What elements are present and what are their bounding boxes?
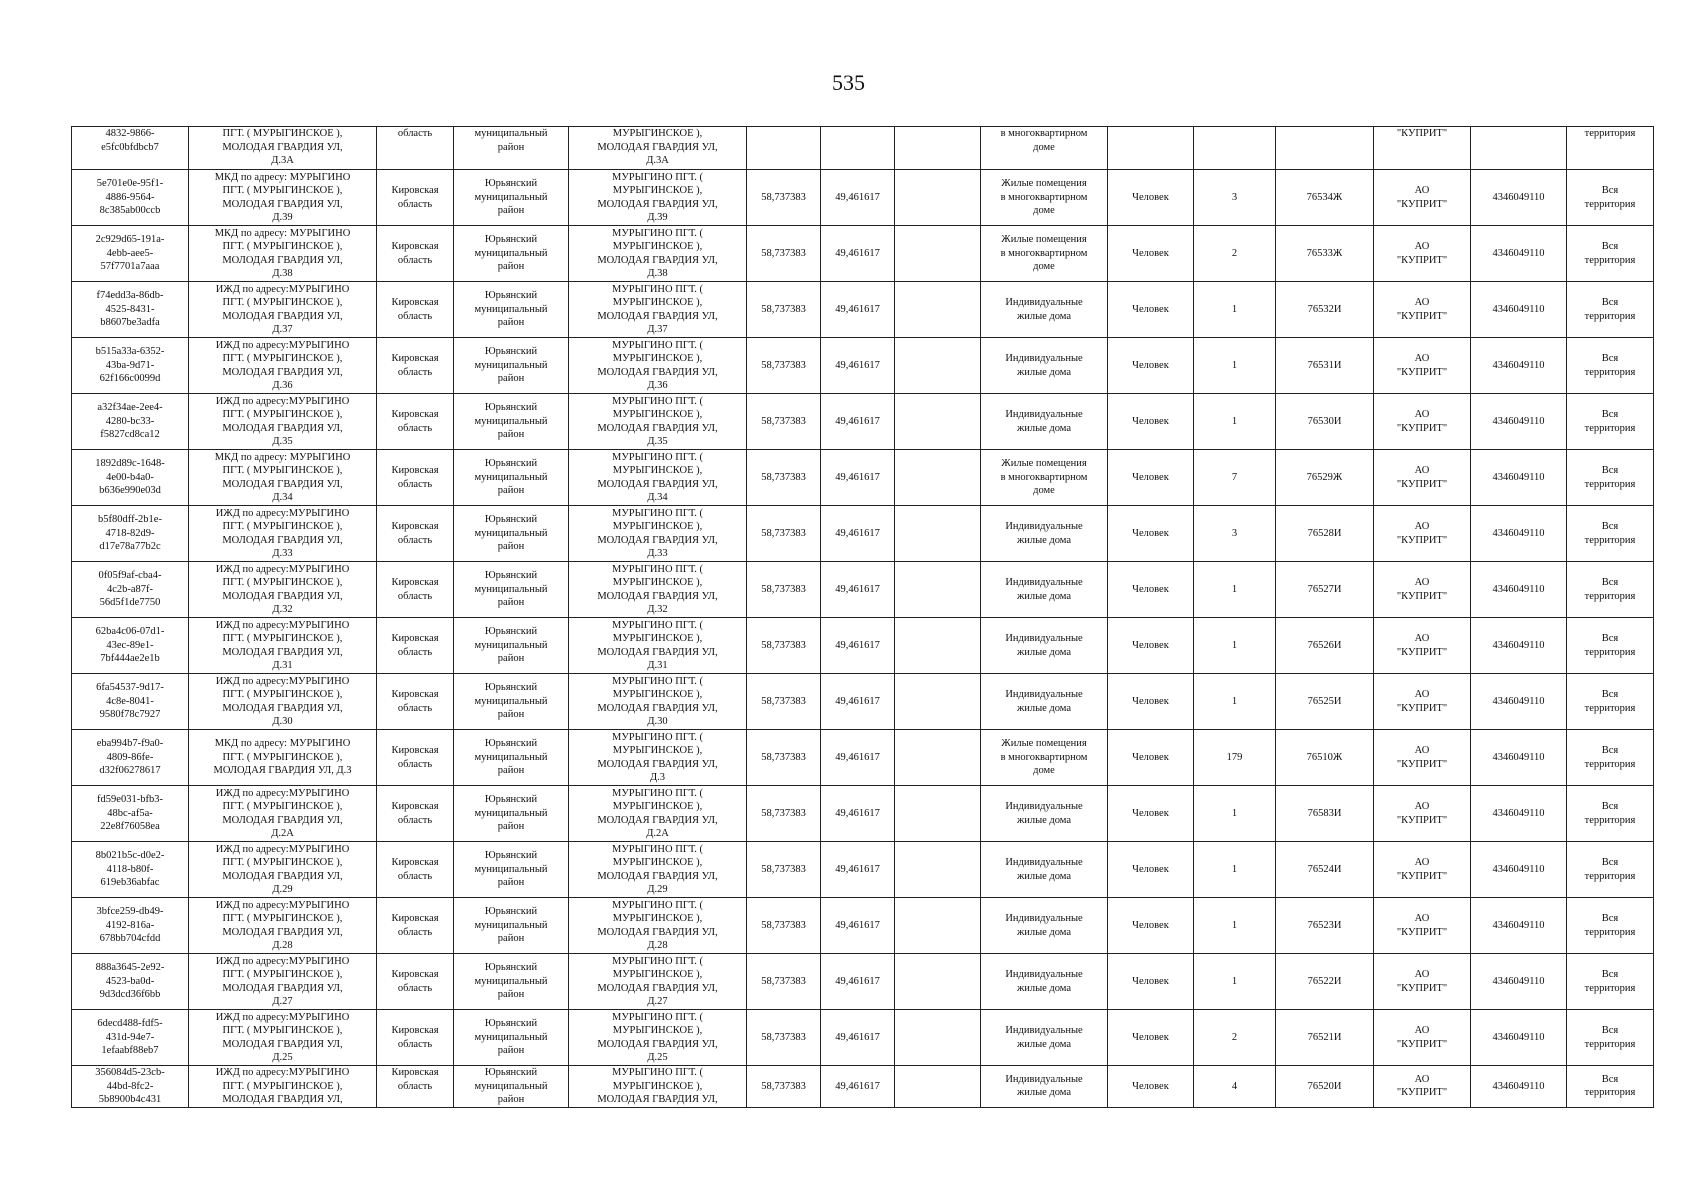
territory-cell: Вся территория bbox=[1567, 226, 1654, 282]
inn-cell: 4346049110 bbox=[1471, 898, 1567, 954]
object-name-cell: ИЖД по адресу:МУРЫГИНО ПГТ. ( МУРЫГИНСКОЕ ), МОЛОДАЯ ГВАРДИЯ УЛ, Д.36 bbox=[189, 338, 377, 394]
dwelling-type-cell: Жилые помещения в многоквартирном доме bbox=[981, 170, 1108, 226]
empty-cell bbox=[895, 1010, 981, 1066]
code-cell: 76522И bbox=[1276, 954, 1374, 1010]
unit-cell: Человек bbox=[1108, 338, 1194, 394]
region-cell: Кировская область bbox=[377, 226, 454, 282]
dwelling-type-cell: Индивидуальные жилые дома bbox=[981, 786, 1108, 842]
code-cell: 76527И bbox=[1276, 562, 1374, 618]
inn-cell: 4346049110 bbox=[1471, 954, 1567, 1010]
inn-cell: 4346049110 bbox=[1471, 562, 1567, 618]
latitude-cell: 58,737383 bbox=[747, 898, 821, 954]
unit-cell: Человек bbox=[1108, 842, 1194, 898]
object-id-cell: 6decd488-fdf5- 431d-94e7- 1efaabf88eb7 bbox=[72, 1010, 189, 1066]
inn-cell: 4346049110 bbox=[1471, 282, 1567, 338]
table-row bbox=[72, 730, 1654, 786]
count-cell: 1 bbox=[1194, 898, 1276, 954]
territory-cell: Вся территория bbox=[1567, 674, 1654, 730]
inn-cell: 4346049110 bbox=[1471, 1010, 1567, 1066]
address-cell: МУРЫГИНО ПГТ. ( МУРЫГИНСКОЕ ), МОЛОДАЯ ГВАРДИЯ УЛ, Д.32 bbox=[569, 562, 747, 618]
unit-cell: Человек bbox=[1108, 674, 1194, 730]
code-cell: 76524И bbox=[1276, 842, 1374, 898]
address-cell: МУРЫГИНО ПГТ. ( МУРЫГИНСКОЕ ), МОЛОДАЯ ГВАРДИЯ УЛ, Д.35 bbox=[569, 394, 747, 450]
longitude-cell: 49,461617 bbox=[821, 282, 895, 338]
region-cell: Кировская область bbox=[377, 618, 454, 674]
object-name-cell: МКД по адресу: МУРЫГИНО ПГТ. ( МУРЫГИНСКОЕ ), МОЛОДАЯ ГВАРДИЯ УЛ, Д.39 bbox=[189, 170, 377, 226]
unit-cell: Человек bbox=[1108, 282, 1194, 338]
dwelling-type-cell: Жилые помещения в многоквартирном доме bbox=[981, 730, 1108, 786]
district-cell: Юрьянский муниципальный район bbox=[454, 226, 569, 282]
empty-cell bbox=[895, 1066, 981, 1108]
object-id-cell: 62ba4c06-07d1- 43ec-89e1- 7bf444ae2e1b bbox=[72, 618, 189, 674]
inn-cell: 4346049110 bbox=[1471, 170, 1567, 226]
code-cell: 76532И bbox=[1276, 282, 1374, 338]
latitude-cell: 58,737383 bbox=[747, 730, 821, 786]
territory-cell: Вся территория bbox=[1567, 450, 1654, 506]
region-cell: Кировская область bbox=[377, 674, 454, 730]
organization-cell: АО "КУПРИТ" bbox=[1374, 562, 1471, 618]
address-cell: МУРЫГИНО ПГТ. ( МУРЫГИНСКОЕ ), МОЛОДАЯ ГВАРДИЯ УЛ, Д.37 bbox=[569, 282, 747, 338]
code-cell: 76521И bbox=[1276, 1010, 1374, 1066]
count-cell: 2 bbox=[1194, 226, 1276, 282]
table-row bbox=[72, 562, 1654, 618]
empty-cell bbox=[895, 618, 981, 674]
district-cell: Юрьянский муниципальный район bbox=[454, 674, 569, 730]
longitude-cell: 49,461617 bbox=[821, 674, 895, 730]
dwelling-type-cell: Индивидуальные жилые дома bbox=[981, 898, 1108, 954]
territory-cell: Вся территория bbox=[1567, 730, 1654, 786]
inn-cell: 4346049110 bbox=[1471, 1066, 1567, 1108]
unit-cell: Человек bbox=[1108, 562, 1194, 618]
latitude-cell: 58,737383 bbox=[747, 618, 821, 674]
object-name-cell: ИЖД по адресу:МУРЫГИНО ПГТ. ( МУРЫГИНСКОЕ ), МОЛОДАЯ ГВАРДИЯ УЛ, Д.2А bbox=[189, 786, 377, 842]
empty-cell bbox=[895, 786, 981, 842]
table-row bbox=[72, 786, 1654, 842]
address-cell: МУРЫГИНО ПГТ. ( МУРЫГИНСКОЕ ), МОЛОДАЯ ГВАРДИЯ УЛ, Д.31 bbox=[569, 618, 747, 674]
unit-cell: Человек bbox=[1108, 394, 1194, 450]
address-cell: МУРЫГИНО ПГТ. ( МУРЫГИНСКОЕ ), МОЛОДАЯ ГВАРДИЯ УЛ, Д.27 bbox=[569, 954, 747, 1010]
object-id-cell: 888a3645-2e92- 4523-ba0d- 9d3dcd36f6bb bbox=[72, 954, 189, 1010]
territory-cell: Вся территория bbox=[1567, 898, 1654, 954]
territory-cell: Вся территория bbox=[1567, 562, 1654, 618]
address-cell: МУРЫГИНО ПГТ. ( МУРЫГИНСКОЕ ), МОЛОДАЯ ГВАРДИЯ УЛ, Д.3 bbox=[569, 730, 747, 786]
longitude-cell: 49,461617 bbox=[821, 730, 895, 786]
count-cell: 3 bbox=[1194, 506, 1276, 562]
latitude-cell: 58,737383 bbox=[747, 1066, 821, 1108]
region-cell: Кировская область bbox=[377, 450, 454, 506]
longitude-cell: 49,461617 bbox=[821, 394, 895, 450]
longitude-cell: 49,461617 bbox=[821, 338, 895, 394]
organization-cell: АО "КУПРИТ" bbox=[1374, 842, 1471, 898]
table-row bbox=[72, 898, 1654, 954]
district-cell: муниципальный район bbox=[454, 127, 569, 170]
region-cell: Кировская область bbox=[377, 394, 454, 450]
empty-cell bbox=[895, 730, 981, 786]
latitude-cell: 58,737383 bbox=[747, 562, 821, 618]
code-cell bbox=[1276, 127, 1374, 170]
organization-cell: АО "КУПРИТ" bbox=[1374, 954, 1471, 1010]
object-id-cell: 0f05f9af-cba4- 4c2b-a87f- 56d5f1de7750 bbox=[72, 562, 189, 618]
address-cell: МУРЫГИНСКОЕ ), МОЛОДАЯ ГВАРДИЯ УЛ, Д.3А bbox=[569, 127, 747, 170]
address-cell: МУРЫГИНО ПГТ. ( МУРЫГИНСКОЕ ), МОЛОДАЯ ГВАРДИЯ УЛ, Д.39 bbox=[569, 170, 747, 226]
district-cell: Юрьянский муниципальный район bbox=[454, 730, 569, 786]
latitude-cell: 58,737383 bbox=[747, 954, 821, 1010]
organization-cell: АО "КУПРИТ" bbox=[1374, 618, 1471, 674]
object-name-cell: ИЖД по адресу:МУРЫГИНО ПГТ. ( МУРЫГИНСКОЕ ), МОЛОДАЯ ГВАРДИЯ УЛ, Д.32 bbox=[189, 562, 377, 618]
count-cell: 1 bbox=[1194, 338, 1276, 394]
empty-cell bbox=[895, 127, 981, 170]
organization-cell: АО "КУПРИТ" bbox=[1374, 226, 1471, 282]
unit-cell: Человек bbox=[1108, 618, 1194, 674]
organization-cell: АО "КУПРИТ" bbox=[1374, 898, 1471, 954]
table-row bbox=[72, 954, 1654, 1010]
code-cell: 76583И bbox=[1276, 786, 1374, 842]
inn-cell: 4346049110 bbox=[1471, 730, 1567, 786]
district-cell: Юрьянский муниципальный район bbox=[454, 506, 569, 562]
code-cell: 76530И bbox=[1276, 394, 1374, 450]
address-cell: МУРЫГИНО ПГТ. ( МУРЫГИНСКОЕ ), МОЛОДАЯ ГВАРДИЯ УЛ, Д.34 bbox=[569, 450, 747, 506]
latitude-cell: 58,737383 bbox=[747, 1010, 821, 1066]
address-cell: МУРЫГИНО ПГТ. ( МУРЫГИНСКОЕ ), МОЛОДАЯ ГВАРДИЯ УЛ, Д.25 bbox=[569, 1010, 747, 1066]
longitude-cell: 49,461617 bbox=[821, 618, 895, 674]
code-cell: 76523И bbox=[1276, 898, 1374, 954]
latitude-cell: 58,737383 bbox=[747, 786, 821, 842]
object-name-cell: МКД по адресу: МУРЫГИНО ПГТ. ( МУРЫГИНСКОЕ ), МОЛОДАЯ ГВАРДИЯ УЛ, Д.38 bbox=[189, 226, 377, 282]
inn-cell: 4346049110 bbox=[1471, 674, 1567, 730]
code-cell: 76528И bbox=[1276, 506, 1374, 562]
object-id-cell: 356084d5-23cb- 44bd-8fc2- 5b8900b4c431 bbox=[72, 1066, 189, 1108]
territory-cell: Вся территория bbox=[1567, 282, 1654, 338]
registry-table bbox=[71, 126, 1654, 1108]
code-cell: 76525И bbox=[1276, 674, 1374, 730]
unit-cell: Человек bbox=[1108, 506, 1194, 562]
table-row bbox=[72, 1010, 1654, 1066]
code-cell: 76510Ж bbox=[1276, 730, 1374, 786]
district-cell: Юрьянский муниципальный район bbox=[454, 170, 569, 226]
count-cell: 1 bbox=[1194, 618, 1276, 674]
table-row bbox=[72, 394, 1654, 450]
longitude-cell: 49,461617 bbox=[821, 226, 895, 282]
region-cell: Кировская область bbox=[377, 282, 454, 338]
empty-cell bbox=[895, 506, 981, 562]
territory-cell: Вся территория bbox=[1567, 506, 1654, 562]
address-cell: МУРЫГИНО ПГТ. ( МУРЫГИНСКОЕ ), МОЛОДАЯ ГВАРДИЯ УЛ, Д.36 bbox=[569, 338, 747, 394]
object-id-cell: a32f34ae-2ee4- 4280-bc33- f5827cd8ca12 bbox=[72, 394, 189, 450]
latitude-cell: 58,737383 bbox=[747, 170, 821, 226]
table-row bbox=[72, 450, 1654, 506]
table-row bbox=[72, 170, 1654, 226]
empty-cell bbox=[895, 338, 981, 394]
address-cell: МУРЫГИНО ПГТ. ( МУРЫГИНСКОЕ ), МОЛОДАЯ ГВАРДИЯ УЛ, Д.33 bbox=[569, 506, 747, 562]
unit-cell: Человек bbox=[1108, 170, 1194, 226]
region-cell: Кировская область bbox=[377, 842, 454, 898]
longitude-cell: 49,461617 bbox=[821, 1010, 895, 1066]
district-cell: Юрьянский муниципальный район bbox=[454, 562, 569, 618]
object-name-cell: МКД по адресу: МУРЫГИНО ПГТ. ( МУРЫГИНСКОЕ ), МОЛОДАЯ ГВАРДИЯ УЛ, Д.3 bbox=[189, 730, 377, 786]
count-cell: 1 bbox=[1194, 562, 1276, 618]
count-cell: 4 bbox=[1194, 1066, 1276, 1108]
count-cell: 1 bbox=[1194, 394, 1276, 450]
territory-cell: Вся территория bbox=[1567, 618, 1654, 674]
empty-cell bbox=[895, 394, 981, 450]
longitude-cell: 49,461617 bbox=[821, 954, 895, 1010]
unit-cell: Человек bbox=[1108, 1010, 1194, 1066]
territory-cell: Вся территория bbox=[1567, 1066, 1654, 1108]
count-cell: 179 bbox=[1194, 730, 1276, 786]
territory-cell: Вся территория bbox=[1567, 842, 1654, 898]
inn-cell: 4346049110 bbox=[1471, 618, 1567, 674]
region-cell: Кировская область bbox=[377, 898, 454, 954]
territory-cell: Вся территория bbox=[1567, 786, 1654, 842]
district-cell: Юрьянский муниципальный район bbox=[454, 898, 569, 954]
object-id-cell: 6fa54537-9d17- 4c8e-8041- 9580f78c7927 bbox=[72, 674, 189, 730]
unit-cell: Человек bbox=[1108, 226, 1194, 282]
unit-cell: Человек bbox=[1108, 954, 1194, 1010]
district-cell: Юрьянский муниципальный район bbox=[454, 618, 569, 674]
district-cell: Юрьянский муниципальный район bbox=[454, 450, 569, 506]
dwelling-type-cell: Индивидуальные жилые дома bbox=[981, 1066, 1108, 1108]
object-name-cell: ИЖД по адресу:МУРЫГИНО ПГТ. ( МУРЫГИНСКОЕ ), МОЛОДАЯ ГВАРДИЯ УЛ, Д.37 bbox=[189, 282, 377, 338]
object-name-cell: ИЖД по адресу:МУРЫГИНО ПГТ. ( МУРЫГИНСКОЕ ), МОЛОДАЯ ГВАРДИЯ УЛ, Д.29 bbox=[189, 842, 377, 898]
inn-cell: 4346049110 bbox=[1471, 450, 1567, 506]
object-id-cell: 2c929d65-191a- 4ebb-aee5- 57f7701a7aaa bbox=[72, 226, 189, 282]
empty-cell bbox=[895, 226, 981, 282]
table-row bbox=[72, 1066, 1654, 1108]
district-cell: Юрьянский муниципальный район bbox=[454, 1066, 569, 1108]
unit-cell: Человек bbox=[1108, 1066, 1194, 1108]
region-cell: Кировская область bbox=[377, 954, 454, 1010]
inn-cell: 4346049110 bbox=[1471, 226, 1567, 282]
code-cell: 76526И bbox=[1276, 618, 1374, 674]
table-row bbox=[72, 842, 1654, 898]
region-cell: Кировская область bbox=[377, 1010, 454, 1066]
address-cell: МУРЫГИНО ПГТ. ( МУРЫГИНСКОЕ ), МОЛОДАЯ ГВАРДИЯ УЛ, bbox=[569, 1066, 747, 1108]
organization-cell: АО "КУПРИТ" bbox=[1374, 1010, 1471, 1066]
object-id-cell: 8b021b5c-d0e2- 4118-b80f- 619eb36abfac bbox=[72, 842, 189, 898]
latitude-cell: 58,737383 bbox=[747, 394, 821, 450]
organization-cell: АО "КУПРИТ" bbox=[1374, 282, 1471, 338]
dwelling-type-cell: Индивидуальные жилые дома bbox=[981, 1010, 1108, 1066]
object-name-cell: ИЖД по адресу:МУРЫГИНО ПГТ. ( МУРЫГИНСКОЕ ), МОЛОДАЯ ГВАРДИЯ УЛ, Д.35 bbox=[189, 394, 377, 450]
count-cell: 3 bbox=[1194, 170, 1276, 226]
territory-cell: Вся территория bbox=[1567, 170, 1654, 226]
latitude-cell: 58,737383 bbox=[747, 506, 821, 562]
region-cell: Кировская область bbox=[377, 170, 454, 226]
address-cell: МУРЫГИНО ПГТ. ( МУРЫГИНСКОЕ ), МОЛОДАЯ ГВАРДИЯ УЛ, Д.2А bbox=[569, 786, 747, 842]
district-cell: Юрьянский муниципальный район bbox=[454, 1010, 569, 1066]
dwelling-type-cell: Индивидуальные жилые дома bbox=[981, 282, 1108, 338]
page-number: 535 bbox=[832, 70, 865, 95]
unit-cell: Человек bbox=[1108, 730, 1194, 786]
code-cell: 76534Ж bbox=[1276, 170, 1374, 226]
empty-cell bbox=[895, 842, 981, 898]
region-cell: Кировская область bbox=[377, 786, 454, 842]
address-cell: МУРЫГИНО ПГТ. ( МУРЫГИНСКОЕ ), МОЛОДАЯ ГВАРДИЯ УЛ, Д.28 bbox=[569, 898, 747, 954]
organization-cell: АО "КУПРИТ" bbox=[1374, 786, 1471, 842]
organization-cell: АО "КУПРИТ" bbox=[1374, 674, 1471, 730]
organization-cell: "КУПРИТ" bbox=[1374, 127, 1471, 170]
organization-cell: АО "КУПРИТ" bbox=[1374, 394, 1471, 450]
longitude-cell: 49,461617 bbox=[821, 506, 895, 562]
unit-cell: Человек bbox=[1108, 450, 1194, 506]
object-name-cell: ИЖД по адресу:МУРЫГИНО ПГТ. ( МУРЫГИНСКОЕ ), МОЛОДАЯ ГВАРДИЯ УЛ, Д.33 bbox=[189, 506, 377, 562]
territory-cell: Вся территория bbox=[1567, 394, 1654, 450]
district-cell: Юрьянский муниципальный район bbox=[454, 338, 569, 394]
dwelling-type-cell: Жилые помещения в многоквартирном доме bbox=[981, 450, 1108, 506]
object-name-cell: ИЖД по адресу:МУРЫГИНО ПГТ. ( МУРЫГИНСКОЕ ), МОЛОДАЯ ГВАРДИЯ УЛ, Д.27 bbox=[189, 954, 377, 1010]
address-cell: МУРЫГИНО ПГТ. ( МУРЫГИНСКОЕ ), МОЛОДАЯ ГВАРДИЯ УЛ, Д.30 bbox=[569, 674, 747, 730]
object-id-cell: 4832-9866- e5fc0bfdbcb7 bbox=[72, 127, 189, 170]
dwelling-type-cell: Индивидуальные жилые дома bbox=[981, 674, 1108, 730]
district-cell: Юрьянский муниципальный район bbox=[454, 786, 569, 842]
longitude-cell: 49,461617 bbox=[821, 170, 895, 226]
dwelling-type-cell: Индивидуальные жилые дома bbox=[981, 506, 1108, 562]
empty-cell bbox=[895, 170, 981, 226]
table-row bbox=[72, 282, 1654, 338]
longitude-cell: 49,461617 bbox=[821, 562, 895, 618]
latitude-cell: 58,737383 bbox=[747, 282, 821, 338]
inn-cell: 4346049110 bbox=[1471, 506, 1567, 562]
region-cell: Кировская область bbox=[377, 562, 454, 618]
latitude-cell: 58,737383 bbox=[747, 450, 821, 506]
inn-cell bbox=[1471, 127, 1567, 170]
longitude-cell: 49,461617 bbox=[821, 898, 895, 954]
code-cell: 76529Ж bbox=[1276, 450, 1374, 506]
address-cell: МУРЫГИНО ПГТ. ( МУРЫГИНСКОЕ ), МОЛОДАЯ ГВАРДИЯ УЛ, Д.29 bbox=[569, 842, 747, 898]
empty-cell bbox=[895, 282, 981, 338]
territory-cell: Вся территория bbox=[1567, 1010, 1654, 1066]
address-cell: МУРЫГИНО ПГТ. ( МУРЫГИНСКОЕ ), МОЛОДАЯ ГВАРДИЯ УЛ, Д.38 bbox=[569, 226, 747, 282]
empty-cell bbox=[895, 450, 981, 506]
latitude-cell: 58,737383 bbox=[747, 842, 821, 898]
district-cell: Юрьянский муниципальный район bbox=[454, 954, 569, 1010]
object-id-cell: fd59e031-bfb3- 48bc-af5a- 22e8f76058ea bbox=[72, 786, 189, 842]
organization-cell: АО "КУПРИТ" bbox=[1374, 1066, 1471, 1108]
longitude-cell: 49,461617 bbox=[821, 786, 895, 842]
dwelling-type-cell: Индивидуальные жилые дома bbox=[981, 618, 1108, 674]
region-cell: Кировская область bbox=[377, 1066, 454, 1108]
count-cell: 7 bbox=[1194, 450, 1276, 506]
district-cell: Юрьянский муниципальный район bbox=[454, 282, 569, 338]
organization-cell: АО "КУПРИТ" bbox=[1374, 506, 1471, 562]
code-cell: 76531И bbox=[1276, 338, 1374, 394]
empty-cell bbox=[895, 562, 981, 618]
table-row bbox=[72, 618, 1654, 674]
dwelling-type-cell: Индивидуальные жилые дома bbox=[981, 394, 1108, 450]
count-cell bbox=[1194, 127, 1276, 170]
object-name-cell: ПГТ. ( МУРЫГИНСКОЕ ), МОЛОДАЯ ГВАРДИЯ УЛ, Д.3А bbox=[189, 127, 377, 170]
object-id-cell: eba994b7-f9a0- 4809-86fe- d32f06278617 bbox=[72, 730, 189, 786]
object-id-cell: 5e701e0e-95f1- 4886-9564- 8c385ab00ccb bbox=[72, 170, 189, 226]
object-name-cell: ИЖД по адресу:МУРЫГИНО ПГТ. ( МУРЫГИНСКОЕ ), МОЛОДАЯ ГВАРДИЯ УЛ, Д.31 bbox=[189, 618, 377, 674]
object-name-cell: ИЖД по адресу:МУРЫГИНО ПГТ. ( МУРЫГИНСКОЕ ), МОЛОДАЯ ГВАРДИЯ УЛ, Д.30 bbox=[189, 674, 377, 730]
dwelling-type-cell: Жилые помещения в многоквартирном доме bbox=[981, 226, 1108, 282]
district-cell: Юрьянский муниципальный район bbox=[454, 842, 569, 898]
dwelling-type-cell: Индивидуальные жилые дома bbox=[981, 954, 1108, 1010]
region-cell: Кировская область bbox=[377, 338, 454, 394]
dwelling-type-cell: Индивидуальные жилые дома bbox=[981, 842, 1108, 898]
count-cell: 1 bbox=[1194, 954, 1276, 1010]
dwelling-type-cell: в многоквартирном доме bbox=[981, 127, 1108, 170]
table-body bbox=[72, 127, 1654, 1108]
latitude-cell: 58,737383 bbox=[747, 226, 821, 282]
table-row bbox=[72, 127, 1654, 170]
region-cell: Кировская область bbox=[377, 506, 454, 562]
unit-cell: Человек bbox=[1108, 898, 1194, 954]
empty-cell bbox=[895, 954, 981, 1010]
count-cell: 2 bbox=[1194, 1010, 1276, 1066]
latitude-cell: 58,737383 bbox=[747, 674, 821, 730]
empty-cell bbox=[895, 674, 981, 730]
territory-cell: Вся территория bbox=[1567, 338, 1654, 394]
organization-cell: АО "КУПРИТ" bbox=[1374, 170, 1471, 226]
count-cell: 1 bbox=[1194, 282, 1276, 338]
object-name-cell: ИЖД по адресу:МУРЫГИНО ПГТ. ( МУРЫГИНСКОЕ ), МОЛОДАЯ ГВАРДИЯ УЛ, Д.28 bbox=[189, 898, 377, 954]
inn-cell: 4346049110 bbox=[1471, 338, 1567, 394]
inn-cell: 4346049110 bbox=[1471, 394, 1567, 450]
unit-cell bbox=[1108, 127, 1194, 170]
code-cell: 76520И bbox=[1276, 1066, 1374, 1108]
organization-cell: АО "КУПРИТ" bbox=[1374, 338, 1471, 394]
region-cell: область bbox=[377, 127, 454, 170]
dwelling-type-cell: Индивидуальные жилые дома bbox=[981, 562, 1108, 618]
count-cell: 1 bbox=[1194, 674, 1276, 730]
latitude-cell bbox=[747, 127, 821, 170]
object-id-cell: b5f80dff-2b1e- 4718-82d9- d17e78a77b2c bbox=[72, 506, 189, 562]
organization-cell: АО "КУПРИТ" bbox=[1374, 450, 1471, 506]
object-id-cell: f74edd3a-86db- 4525-8431- b8607be3adfa bbox=[72, 282, 189, 338]
code-cell: 76533Ж bbox=[1276, 226, 1374, 282]
table-row bbox=[72, 226, 1654, 282]
object-name-cell: ИЖД по адресу:МУРЫГИНО ПГТ. ( МУРЫГИНСКОЕ ), МОЛОДАЯ ГВАРДИЯ УЛ, bbox=[189, 1066, 377, 1108]
object-name-cell: ИЖД по адресу:МУРЫГИНО ПГТ. ( МУРЫГИНСКОЕ ), МОЛОДАЯ ГВАРДИЯ УЛ, Д.25 bbox=[189, 1010, 377, 1066]
organization-cell: АО "КУПРИТ" bbox=[1374, 730, 1471, 786]
table-row bbox=[72, 338, 1654, 394]
territory-cell: Вся территория bbox=[1567, 954, 1654, 1010]
empty-cell bbox=[895, 898, 981, 954]
longitude-cell bbox=[821, 127, 895, 170]
inn-cell: 4346049110 bbox=[1471, 786, 1567, 842]
table-row bbox=[72, 674, 1654, 730]
table-row bbox=[72, 506, 1654, 562]
longitude-cell: 49,461617 bbox=[821, 450, 895, 506]
territory-cell: территория bbox=[1567, 127, 1654, 170]
object-id-cell: 3bfce259-db49- 4192-816a- 678bb704cfdd bbox=[72, 898, 189, 954]
inn-cell: 4346049110 bbox=[1471, 842, 1567, 898]
longitude-cell: 49,461617 bbox=[821, 1066, 895, 1108]
region-cell: Кировская область bbox=[377, 730, 454, 786]
object-id-cell: b515a33a-6352- 43ba-9d71- 62f166c0099d bbox=[72, 338, 189, 394]
longitude-cell: 49,461617 bbox=[821, 842, 895, 898]
count-cell: 1 bbox=[1194, 786, 1276, 842]
object-name-cell: МКД по адресу: МУРЫГИНО ПГТ. ( МУРЫГИНСКОЕ ), МОЛОДАЯ ГВАРДИЯ УЛ, Д.34 bbox=[189, 450, 377, 506]
dwelling-type-cell: Индивидуальные жилые дома bbox=[981, 338, 1108, 394]
district-cell: Юрьянский муниципальный район bbox=[454, 394, 569, 450]
count-cell: 1 bbox=[1194, 842, 1276, 898]
latitude-cell: 58,737383 bbox=[747, 338, 821, 394]
object-id-cell: 1892d89c-1648- 4e00-b4a0- b636e990e03d bbox=[72, 450, 189, 506]
unit-cell: Человек bbox=[1108, 786, 1194, 842]
